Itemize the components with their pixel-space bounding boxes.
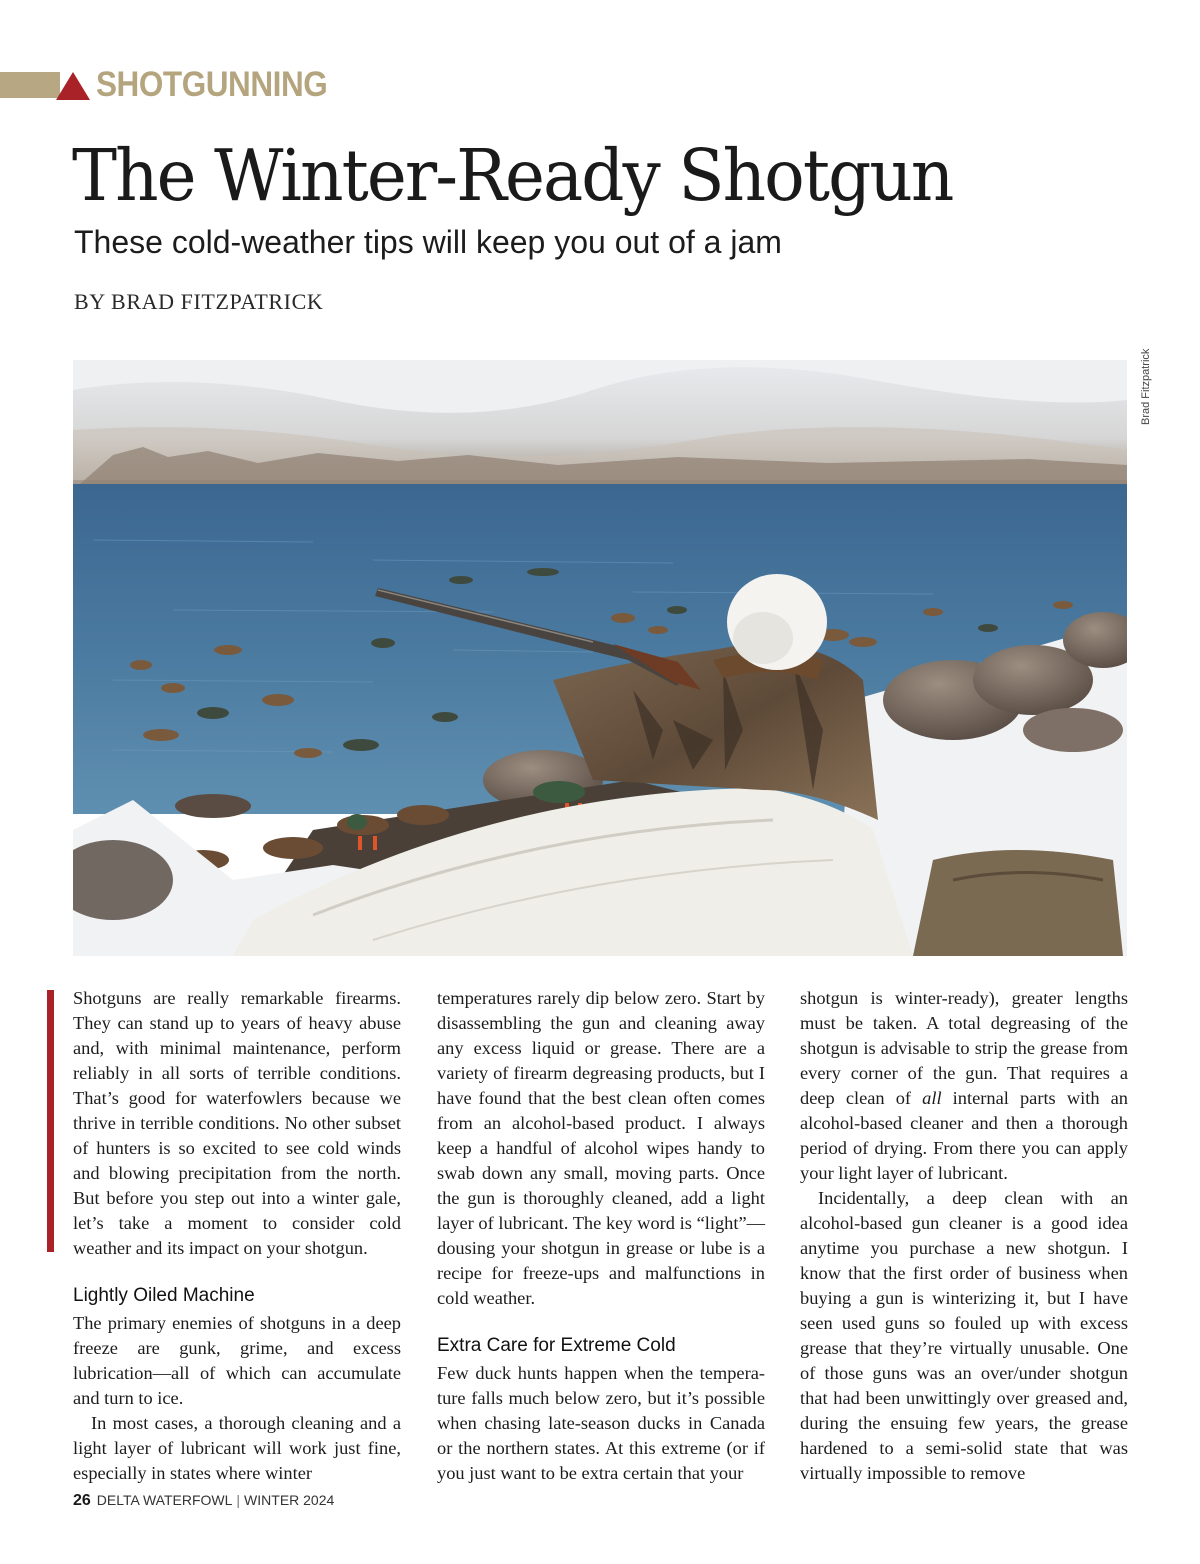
intro-paragraph: Shotguns are really remarkable firearms. They can stand up to years of heavy abuse and, with minimal maintenance, perform reliably in all sorts of terrible conditions. That’s good for waterfowlers because we thrive in terrible conditions. No other subset of hunters is so excited to see cold winds and blowing precipitation from the north. But before you step out into a winter gale, let’s take a moment to consider cold weather and its impact on your shotgun. [73,988,401,1258]
section-label: SHOTGUNNING [96,65,328,104]
section-tag [0,66,360,104]
magazine-name: DELTA WATERFOWL [96,1492,233,1508]
emphasis-text: all [922,1088,942,1108]
body-column-3 [800,986,1128,1486]
body-text: internal parts with an alcohol-based cleaner and then a thorough period of drying. From there you can apply your light layer of lubricant. [800,1088,1128,1183]
section-tag-bar [0,72,60,98]
byline: BY BRAD FITZPATRICK [74,289,324,314]
body-column-2 [437,986,765,1486]
article-deck: These cold-weather tips will keep you out of a jam [74,224,782,260]
triangle-icon [56,72,90,100]
body-text: shotgun is winter-ready), greater lengths must be taken. A total degreasing of the shotgun is advisable to strip the grease from every corner of the gun. That requires a deep clean of [800,988,1128,1108]
page-footer [73,1490,334,1511]
body-paragraph: In most cases, a thorough cleaning and a light layer of lubricant will work just fine, especially in states where winter [73,1413,401,1483]
footer-separator: | [236,1492,241,1508]
body-paragraph: Few duck hunts happen when the temperature falls much below zero, but it’s possible when chasing late-season ducks in Canada or the northern states. At this extreme (or if you just want to be extra certain that your [437,1363,765,1483]
issue-label: WINTER 2024 [244,1492,335,1508]
photo-credit: Brad Fitzpatrick [1140,348,1152,425]
section-heading-extreme-cold: Extra Care for Extreme Cold [437,1335,676,1356]
hero-photo [73,360,1127,956]
body-column-1 [73,986,401,1486]
page-number: 26 [73,1492,91,1509]
body-paragraph [800,986,1128,1186]
body-paragraph: Incidentally, a deep clean with an alcohol-based gun cleaner is a good idea anytime you purchase a new shotgun. I know that the first order of business when buying a gun is winterizing it, but I have seen used guns so fouled up with excess grease that they’re virtually unusable. One of those guns was an over/under shotgun that had been unwittingly over greased and, during the ensuing few years, the grease hardened to a semi-solid state that was virtually impossible to remove [800,1188,1128,1483]
body-paragraph: temperatures rarely dip below zero. Start by disassembling the gun and cleaning away any excess liquid or grease. There are a variety of firearm degreasing products, but I have found that the best clean often comes from an alcohol-based product. I always keep a handful of alcohol wipes handy to swab down any small, moving parts. Once the gun is thoroughly cleaned, add a light layer of lubricant. The key word is “light”—dousing your shotgun in grease or lube is a recipe for freeze-ups and malfunctions in cold weather. [437,988,765,1308]
article-title: The Winter-Ready Shotgun [72,134,953,217]
lead-accent-bar [47,990,54,1252]
section-heading-lightly-oiled: Lightly Oiled Machine [73,1285,255,1306]
body-paragraph: The primary enemies of shotguns in a deep freeze are gunk, grime, and excess lubrication—all of which can accumulate and turn to ice. [73,1313,401,1408]
